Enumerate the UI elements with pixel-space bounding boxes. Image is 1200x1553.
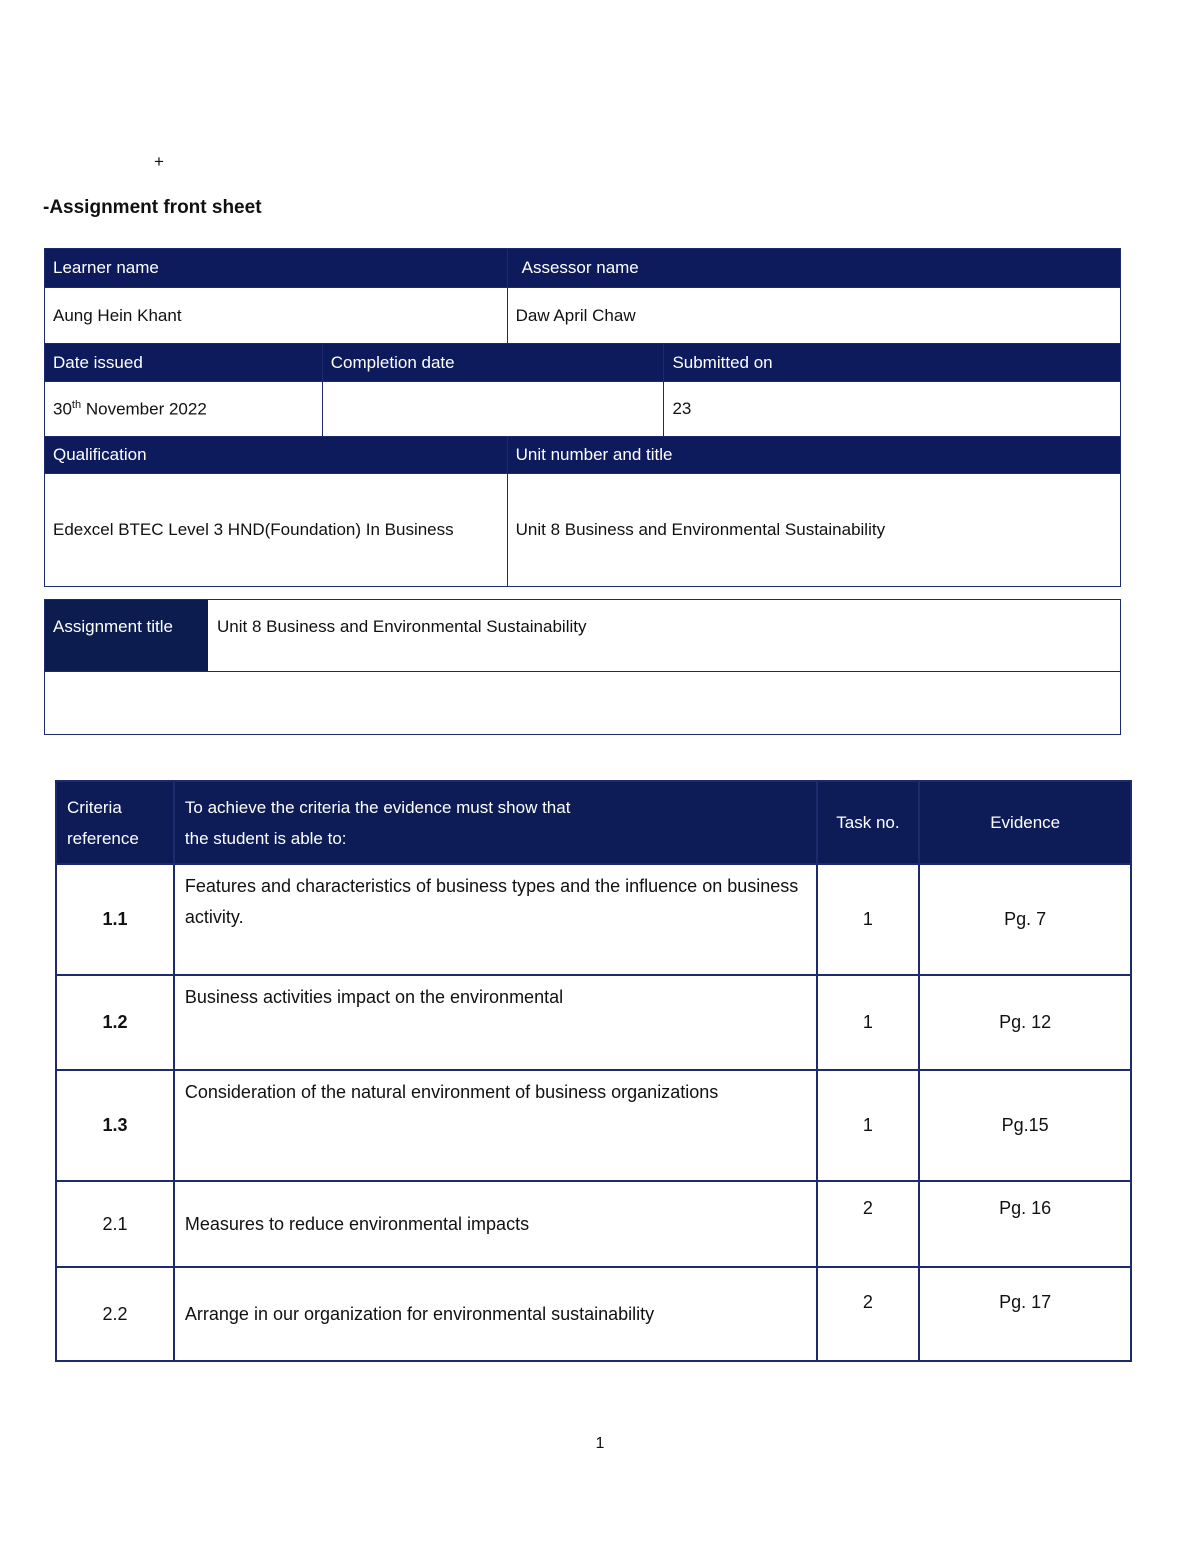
- criteria-reference: 2.2: [56, 1267, 174, 1361]
- task-number: 2: [817, 1267, 920, 1361]
- assignment-title-label: Assignment title: [45, 600, 208, 671]
- criteria-reference-header-line1: Criteria: [67, 797, 122, 817]
- criteria-reference-header-line2: reference: [67, 828, 139, 848]
- criteria-description-header-line2: the student is able to:: [184, 828, 347, 848]
- assignment-title-row: [45, 600, 1120, 672]
- date-issued-value: [45, 382, 323, 437]
- criteria-description: Measures to reduce environmental impacts: [174, 1181, 817, 1267]
- page-number: 1: [595, 1435, 605, 1452]
- table-row: [56, 975, 1131, 1070]
- qualification-value-row: [45, 474, 1121, 587]
- criteria-description: Consideration of the natural environment of business organizations: [174, 1070, 817, 1181]
- task-number: 2: [817, 1181, 920, 1267]
- evidence-page: Pg. 17: [919, 1267, 1131, 1361]
- criteria-reference: 1.2: [56, 975, 174, 1070]
- learner-header-row: [45, 249, 1121, 288]
- qualification-header-row: [45, 437, 1121, 474]
- table-row: [56, 1070, 1131, 1181]
- unit-number-title-label: Unit number and title: [507, 437, 1120, 474]
- criteria-reference: 1.1: [56, 864, 174, 975]
- learner-name-value: Aung Hein Khant: [45, 288, 508, 344]
- criteria-description-header-line1: To achieve the criteria the evidence must show that: [184, 797, 571, 817]
- evidence-header: Evidence: [919, 781, 1131, 864]
- front-sheet-table: [44, 248, 1121, 587]
- evidence-page: Pg. 12: [919, 975, 1131, 1070]
- date-issued-label: Date issued: [45, 344, 323, 382]
- assessor-name-value: Daw April Chaw: [507, 288, 1120, 344]
- date-issued-rest: November 2022: [81, 399, 207, 419]
- qualification-label: Qualification: [45, 437, 508, 474]
- page-title: -Assignment front sheet: [43, 197, 262, 218]
- date-issued-suffix: th: [71, 398, 82, 411]
- table-row: [56, 1181, 1131, 1267]
- dates-value-row: [45, 382, 1121, 437]
- task-number: 1: [817, 1070, 920, 1181]
- task-number: 1: [817, 864, 920, 975]
- criteria-description-header: [174, 781, 817, 864]
- criteria-header-row: [56, 781, 1131, 864]
- criteria-reference-header: [56, 781, 174, 864]
- assignment-title-box: [44, 599, 1121, 735]
- criteria-description: Features and characteristics of business types and the influence on business activity.: [174, 864, 817, 975]
- criteria-reference: 1.3: [56, 1070, 174, 1181]
- dates-header-row: [45, 344, 1121, 382]
- unit-number-title-value: Unit 8 Business and Environmental Sustainability: [507, 474, 1120, 587]
- assessor-name-label: Assessor name: [507, 249, 1120, 288]
- evidence-page: Pg. 16: [919, 1181, 1131, 1267]
- plus-mark: +: [154, 152, 164, 171]
- criteria-reference: 2.1: [56, 1181, 174, 1267]
- qualification-value: Edexcel BTEC Level 3 HND(Foundation) In Business: [45, 474, 508, 587]
- submitted-on-label: Submitted on: [664, 344, 1121, 382]
- evidence-page: Pg. 7: [919, 864, 1131, 975]
- table-row: [56, 1267, 1131, 1361]
- criteria-description: Arrange in our organization for environmental sustainability: [174, 1267, 817, 1361]
- completion-date-value: [322, 382, 664, 437]
- learner-value-row: [45, 288, 1121, 344]
- learner-name-label: Learner name: [45, 249, 508, 288]
- assignment-title-value: Unit 8 Business and Environmental Sustainability: [217, 617, 587, 636]
- criteria-table: [55, 780, 1132, 1362]
- completion-date-label: Completion date: [322, 344, 664, 382]
- date-issued-day: 30: [53, 399, 72, 419]
- criteria-description: Business activities impact on the environmental: [174, 975, 817, 1070]
- evidence-page: Pg.15: [919, 1070, 1131, 1181]
- submitted-on-value: 23: [664, 382, 1121, 437]
- task-number: 1: [817, 975, 920, 1070]
- table-row: [56, 864, 1131, 975]
- task-number-header: Task no.: [817, 781, 920, 864]
